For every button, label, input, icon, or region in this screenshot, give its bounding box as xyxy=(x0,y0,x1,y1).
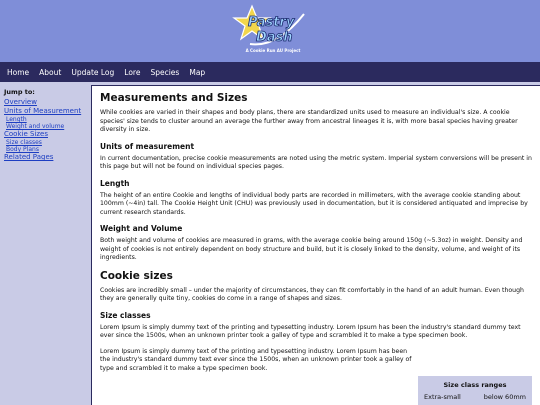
page-title: Measurements and Sizes xyxy=(100,92,248,104)
nav-update-log[interactable]: Update Log xyxy=(71,67,115,77)
cookie-sizes-title: Cookie sizes xyxy=(100,269,173,282)
nav-lore[interactable]: Lore xyxy=(124,67,141,77)
table-row xyxy=(418,389,532,401)
toc-cookie-sizes[interactable]: Cookie Sizes xyxy=(4,130,48,138)
toc-units-of-measurement[interactable]: Units of Measurement xyxy=(4,107,82,115)
jump-to-label: Jump to: xyxy=(4,88,35,96)
size-classes-heading: Size classes xyxy=(100,310,151,320)
lorem-paragraph-1: Lorem Ipsum is simply dummy text of the printing and typesetting industry. Lorem Ipsum has been the industry's standard dummy text ever since the 1500s, when an unknown printer took a galley of type and scrambled it to make a type specimen book. xyxy=(100,323,521,339)
nav-about[interactable]: About xyxy=(39,67,62,77)
sizes-paragraph: Cookies are incredibly small – under the majority of circumstances, they can fit comfortably in the hand of an adult human. Even though they are generally quite tiny, cookies do come in a range of shapes and sizes. xyxy=(100,286,524,302)
toc-weight-and-volume[interactable]: Weight and volume xyxy=(6,123,65,130)
size-range-cell: below 60mm xyxy=(483,393,526,401)
main-nav xyxy=(0,62,540,82)
weight-paragraph: Both weight and volume of cookies are measured in grams, with the average cookie being around 150g (~5.3oz) in weight. Density and weight of cookies is not entirely dependent on body structure and build, but it is closely linked to the density, volume, and weight of its ingredients. xyxy=(100,237,523,261)
logo-text-pastry: Pastry xyxy=(248,15,295,30)
intro-paragraph: While cookies are varied in their shapes and body plans, there are standardized units used to measure an individual's size. A cookie species' size tends to cluster around an average the further away from ancestral lineages it is, with more basal species having greater diversity in size. xyxy=(100,109,518,133)
site-banner xyxy=(0,0,540,62)
size-class-cell: Extra-small xyxy=(424,393,461,401)
length-paragraph: The height of an entire Cookie and lengths of individual body parts are recorded in millimeters, with the average cookie standing about 100mm (~4in) tall. The Cookie Height Unit (CHU) was previously used in documentation, but it is considered antiquated and imprecise by current research standards. xyxy=(100,191,528,216)
toc-related-pages[interactable]: Related Pages xyxy=(4,153,54,161)
sidebar-toc xyxy=(0,82,90,405)
size-table-title: Size class ranges xyxy=(443,381,507,389)
logo-subtitle: A Cookie Run AU Project xyxy=(245,48,301,53)
toc-size-classes[interactable]: Size classes xyxy=(6,139,42,146)
weight-heading: Weight and Volume xyxy=(100,224,183,233)
main-content xyxy=(91,85,540,405)
toc-length[interactable]: Length xyxy=(6,116,27,123)
nav-map[interactable]: Map xyxy=(189,67,206,77)
lorem-paragraph-2: Lorem Ipsum is simply dummy text of the printing and typesetting industry. Lorem Ipsum has been the industry's standard dummy text ever since the 1500s, when an unknown printer took a galley of type and scrambled it to make a type specimen book. xyxy=(100,347,412,372)
toc-body-plans[interactable]: Body Plans xyxy=(6,146,39,153)
logo-text-dash: Dash xyxy=(256,30,293,45)
length-heading: Length xyxy=(100,178,130,188)
nav-home[interactable]: Home xyxy=(7,67,30,77)
units-paragraph: In current documentation, precise cookie measurements are noted using the metric system. Imperial system conversions will be present in this page but will not be found on individual species pages. xyxy=(100,154,532,170)
toc-overview[interactable]: Overview xyxy=(4,98,37,106)
nav-species[interactable]: Species xyxy=(150,67,180,77)
size-class-table xyxy=(418,376,532,405)
units-heading: Units of measurement xyxy=(100,141,195,151)
